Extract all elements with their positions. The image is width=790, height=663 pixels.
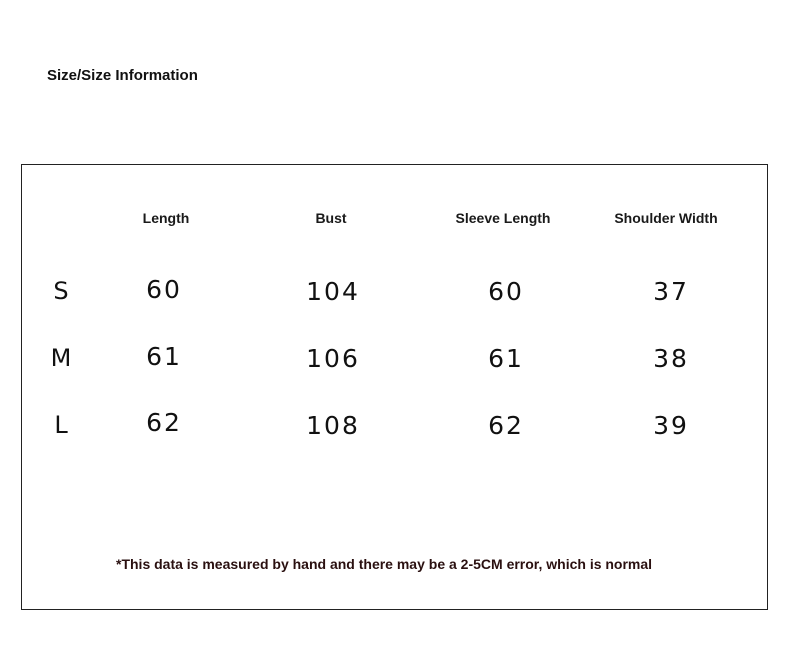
cell-s-length: 60	[146, 275, 182, 304]
cell-l-sleeve-length: 62	[488, 411, 524, 440]
row-label-l: L	[54, 411, 68, 439]
cell-m-bust: 106	[306, 344, 360, 373]
cell-l-shoulder-width: 39	[653, 411, 689, 440]
column-header-length: Length	[142, 210, 190, 226]
cell-s-sleeve-length: 60	[488, 277, 524, 306]
cell-l-bust: 108	[306, 411, 360, 440]
row-label-m: M	[50, 344, 72, 372]
size-table-frame	[21, 164, 768, 610]
cell-m-length: 61	[146, 342, 182, 371]
cell-s-shoulder-width: 37	[653, 277, 689, 306]
column-header-shoulder-width: Shoulder Width	[614, 210, 718, 226]
row-label-s: S	[53, 277, 69, 305]
column-header-bust: Bust	[315, 210, 347, 226]
cell-m-shoulder-width: 38	[653, 344, 689, 373]
cell-s-bust: 104	[306, 277, 360, 306]
cell-m-sleeve-length: 61	[488, 344, 524, 373]
column-header-sleeve-length: Sleeve Length	[455, 210, 551, 226]
page-title: Size/Size Information	[47, 67, 198, 84]
measurement-footnote: *This data is measured by hand and there may be a 2-5CM error, which is normal	[116, 556, 653, 572]
cell-l-length: 62	[146, 408, 182, 437]
